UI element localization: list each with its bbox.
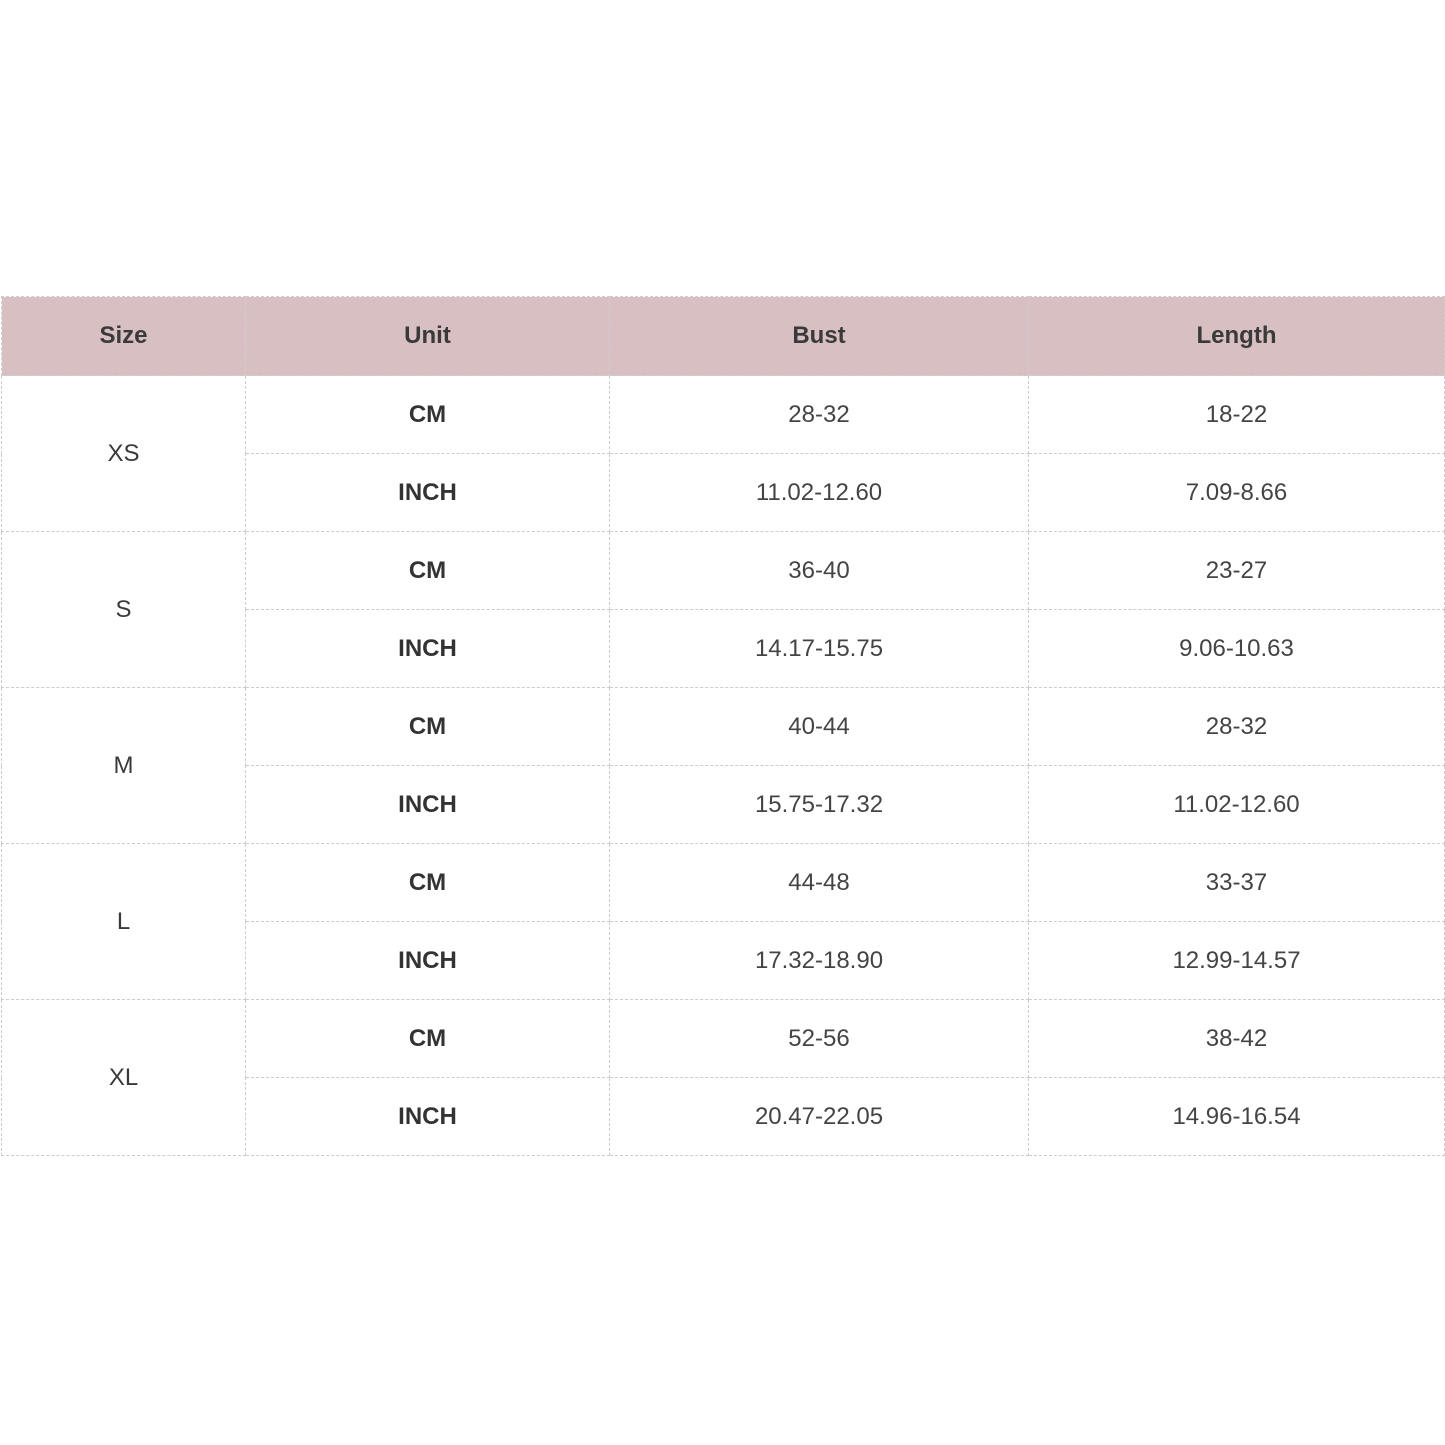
size-cell-xl: XL xyxy=(2,1000,246,1156)
size-chart-table xyxy=(1,296,1445,1156)
unit-cell: CM xyxy=(246,376,610,454)
header-bust: Bust xyxy=(610,297,1029,376)
unit-cell: CM xyxy=(246,688,610,766)
length-cell: 12.99-14.57 xyxy=(1029,922,1445,1000)
length-cell: 28-32 xyxy=(1029,688,1445,766)
table-row xyxy=(2,844,1445,922)
header-row xyxy=(2,297,1445,376)
header-size: Size xyxy=(2,297,246,376)
table-body xyxy=(2,376,1445,1156)
table-row xyxy=(2,688,1445,766)
length-cell: 38-42 xyxy=(1029,1000,1445,1078)
bust-cell: 52-56 xyxy=(610,1000,1029,1078)
unit-cell: CM xyxy=(246,844,610,922)
unit-cell: CM xyxy=(246,532,610,610)
bust-cell: 17.32-18.90 xyxy=(610,922,1029,1000)
bust-cell: 15.75-17.32 xyxy=(610,766,1029,844)
size-cell-s: S xyxy=(2,532,246,688)
table-row xyxy=(2,1000,1445,1078)
size-cell-xs: XS xyxy=(2,376,246,532)
length-cell: 33-37 xyxy=(1029,844,1445,922)
unit-cell: INCH xyxy=(246,766,610,844)
bust-cell: 40-44 xyxy=(610,688,1029,766)
header-unit: Unit xyxy=(246,297,610,376)
length-cell: 7.09-8.66 xyxy=(1029,454,1445,532)
size-cell-m: M xyxy=(2,688,246,844)
length-cell: 14.96-16.54 xyxy=(1029,1078,1445,1156)
bust-cell: 44-48 xyxy=(610,844,1029,922)
unit-cell: INCH xyxy=(246,922,610,1000)
unit-cell: INCH xyxy=(246,1078,610,1156)
length-cell: 18-22 xyxy=(1029,376,1445,454)
bust-cell: 20.47-22.05 xyxy=(610,1078,1029,1156)
bust-cell: 36-40 xyxy=(610,532,1029,610)
table-row xyxy=(2,376,1445,454)
table-row xyxy=(2,532,1445,610)
table-header xyxy=(2,297,1445,376)
length-cell: 23-27 xyxy=(1029,532,1445,610)
size-cell-l: L xyxy=(2,844,246,1000)
bust-cell: 11.02-12.60 xyxy=(610,454,1029,532)
unit-cell: INCH xyxy=(246,454,610,532)
length-cell: 9.06-10.63 xyxy=(1029,610,1445,688)
bust-cell: 14.17-15.75 xyxy=(610,610,1029,688)
bust-cell: 28-32 xyxy=(610,376,1029,454)
unit-cell: CM xyxy=(246,1000,610,1078)
header-length: Length xyxy=(1029,297,1445,376)
length-cell: 11.02-12.60 xyxy=(1029,766,1445,844)
unit-cell: INCH xyxy=(246,610,610,688)
